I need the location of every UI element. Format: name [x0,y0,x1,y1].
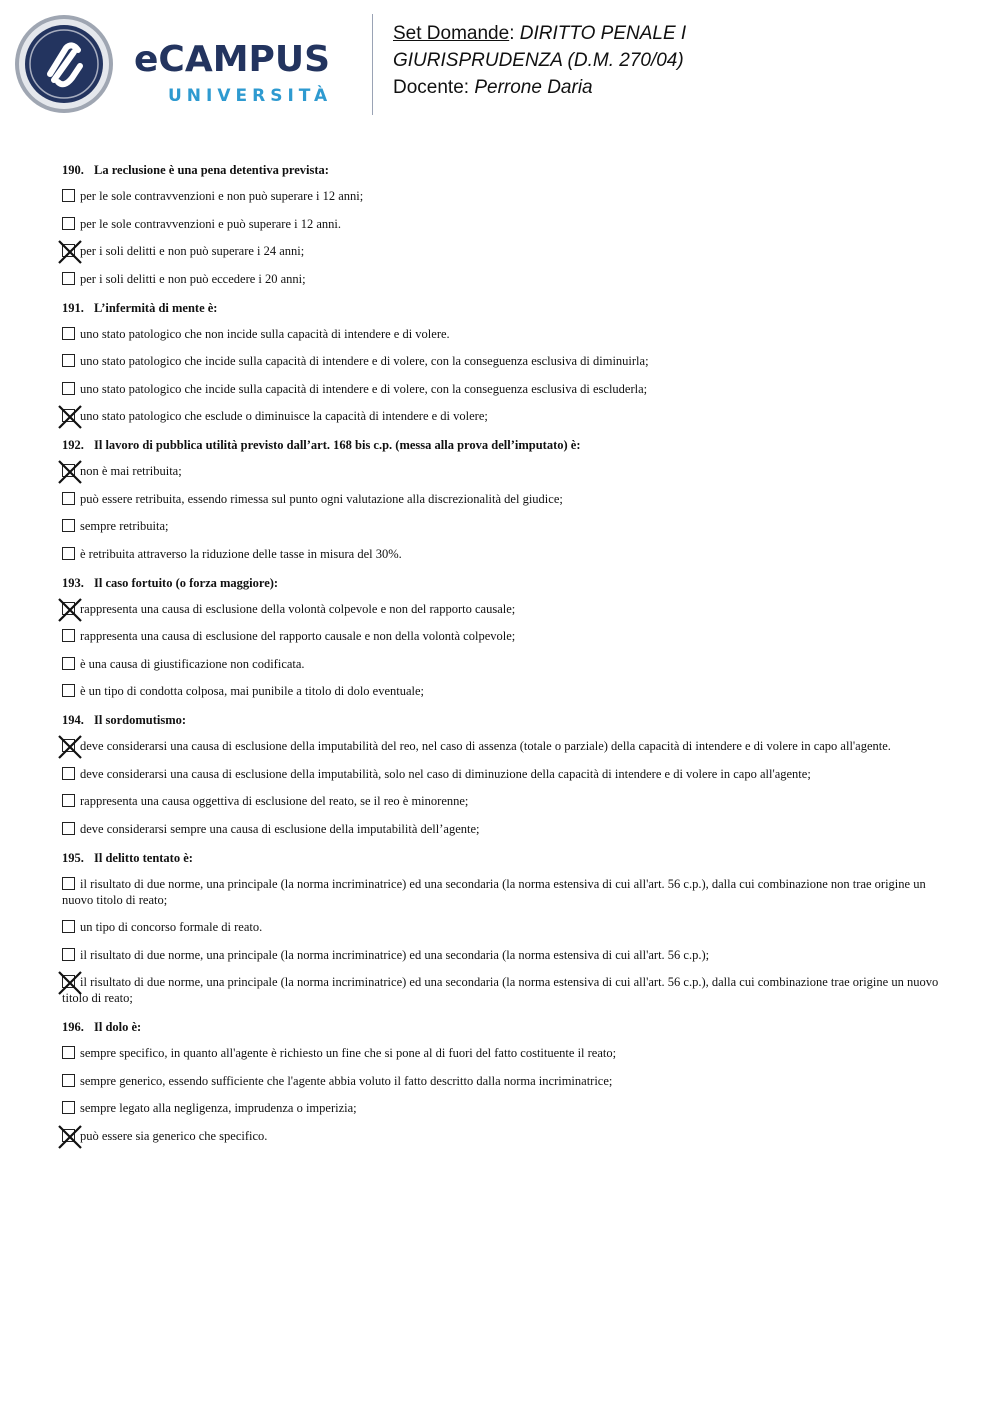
question-text: Il caso fortuito (o forza maggiore): [94,575,279,590]
checkbox[interactable] [62,657,75,670]
question-block [62,712,942,837]
answer-text: uno stato patologico che non incide sulla capacità di intendere e di volere. [80,326,450,341]
answer-option[interactable] [62,491,942,507]
answer-text: sempre generico, essendo sufficiente che l'agente abbia voluto il fatto descritto dalla norma incriminatrice; [80,1073,613,1088]
question-title [62,712,942,728]
checkbox[interactable] [62,217,75,230]
answer-option[interactable] [62,243,942,259]
answer-option[interactable] [62,628,942,644]
checkbox[interactable] [62,1046,75,1059]
checkbox[interactable] [62,920,75,933]
answer-text: il risultato di due norme, una principale (la norma incriminatrice) ed una secondaria (la norma estensiva di cui all'art. 56 c.p.), dalla cui combinazione non trae origine un nuovo titolo di reato; [62,876,926,907]
checkbox[interactable] [62,189,75,202]
question-block [62,1019,942,1144]
set-label: Set Domande [393,23,510,44]
course-line-1: Set Domande: DIRITTO PENALE I [393,23,687,44]
question-number: 190. [62,163,84,177]
question-title [62,300,942,316]
checkbox[interactable] [62,1074,75,1087]
question-block [62,162,942,287]
cross-mark-icon [58,598,82,622]
checked-checkbox[interactable] [62,975,75,988]
answer-text: per i soli delitti e non può superare i 24 anni; [80,244,305,258]
checkbox[interactable] [62,948,75,961]
checkbox[interactable] [62,1101,75,1114]
answer-text: può essere retribuita, essendo rimessa sul punto ogni valutazione alla discrezionalità del giudice; [80,491,563,506]
answer-option[interactable] [62,271,942,287]
answer-option[interactable] [62,1128,942,1144]
question-block [62,300,942,425]
question-title [62,162,942,178]
answer-text: sempre specifico, in quanto all'agente è richiesto un fine che si pone al di fuori del fatto costituente il reato; [80,1046,617,1060]
course-name: DIRITTO PENALE I [519,23,687,44]
teacher-line [393,74,686,101]
question-title [62,575,942,591]
question-number: 192. [62,438,84,452]
checkbox[interactable] [62,877,75,890]
checkbox[interactable] [62,822,75,835]
question-block [62,850,942,1007]
answer-text: sempre retribuita; [80,519,169,533]
question-text: Il lavoro di pubblica utilità previsto dall’art. 168 bis c.p. (messa alla prova dell’imputato) è: [94,438,581,452]
checkbox[interactable] [62,327,75,340]
answer-option[interactable] [62,876,942,908]
checkbox[interactable] [62,547,75,560]
answer-text: sempre legato alla negligenza, imprudenza o imperizia; [80,1101,357,1115]
checked-checkbox[interactable] [62,244,75,257]
cross-mark-icon [58,460,82,484]
answer-option[interactable] [62,738,942,754]
answer-text: uno stato patologico che incide sulla capacità di intendere e di volere, con la conseguenza esclusiva di escluderla; [80,381,648,396]
question-title [62,850,942,866]
answer-option[interactable] [62,766,942,782]
answer-text: rappresenta una causa oggettiva di esclusione del reato, se il reo è minorenne; [80,794,469,808]
answer-option[interactable] [62,188,942,204]
question-number: 193. [62,575,84,590]
checkbox[interactable] [62,382,75,395]
question-title [62,1019,942,1035]
teacher-label: Docente: [393,77,470,98]
question-number: 191. [62,300,84,315]
answer-text: per le sole contravvenzioni e può superare i 12 anni. [80,216,342,231]
answer-text: uno stato patologico che incide sulla capacità di intendere e di volere, con la conseguenza esclusiva di diminuirla; [80,354,649,368]
answer-text: uno stato patologico che esclude o diminuisce la capacità di intendere e di volere; [80,409,488,423]
university-seal-icon [14,14,114,114]
answer-option[interactable] [62,1045,942,1061]
answer-text: è retribuita attraverso la riduzione delle tasse in misura del 30%. [80,546,402,561]
answer-text: non è mai retribuita; [80,464,182,478]
question-text: La reclusione è una pena detentiva prevista: [94,163,329,177]
question-number: 195. [62,850,84,865]
answer-text: è una causa di giustificazione non codificata. [80,656,305,671]
question-text: Il delitto tentato è: [94,850,193,865]
answer-option[interactable] [62,821,942,837]
checked-checkbox[interactable] [62,602,75,615]
header-divider [372,14,373,115]
answer-text: può essere sia generico che specifico. [80,1128,268,1143]
checkbox[interactable] [62,629,75,642]
answer-option[interactable] [62,546,942,562]
question-block [62,437,942,562]
answer-text: un tipo di concorso formale di reato. [80,920,263,934]
answer-option[interactable] [62,656,942,672]
answer-option[interactable] [62,1073,942,1089]
question-block [62,575,942,700]
checked-checkbox[interactable] [62,1129,75,1142]
teacher-name: Perrone Daria [474,77,593,98]
answer-option[interactable] [62,947,942,963]
checkbox[interactable] [62,272,75,285]
checkbox[interactable] [62,767,75,780]
answer-option[interactable] [62,326,942,342]
answer-text: rappresenta una causa di esclusione del rapporto causale e non della volontà colpevole; [80,629,516,643]
answer-option[interactable] [62,683,942,699]
answer-option[interactable] [62,216,942,232]
answer-option[interactable] [62,518,942,534]
question-text: Il dolo è: [94,1020,142,1034]
answer-option[interactable] [62,919,942,935]
answer-option[interactable] [62,1100,942,1116]
checkbox[interactable] [62,794,75,807]
checkbox[interactable] [62,519,75,532]
answer-option[interactable] [62,463,942,479]
question-number: 194. [62,713,84,727]
course-line-2: GIURISPRUDENZA (D.M. 270/04) [393,50,684,71]
question-list [62,162,942,1157]
answer-option[interactable] [62,381,942,397]
cross-mark-icon [58,971,82,995]
checkbox[interactable] [62,492,75,505]
answer-text: il risultato di due norme, una principale (la norma incriminatrice) ed una secondaria (la norma estensiva di cui all'art. 56 c.p.), dalla cui combinazione trae origine un nuovo titolo di reato; [62,975,939,1005]
cross-mark-icon [58,240,82,264]
question-title [62,437,942,453]
logo-wordmark: eCAMPUS [134,39,331,80]
checked-checkbox[interactable] [62,464,75,477]
cross-mark-icon [58,735,82,759]
checked-checkbox[interactable] [62,409,75,422]
answer-text: rappresenta una causa di esclusione della volontà colpevole e non del rapporto causale; [80,601,516,616]
answer-text: per i soli delitti e non può eccedere i 20 anni; [80,271,306,286]
answer-text: deve considerarsi sempre una causa di esclusione della imputabilità dell’agente; [80,821,480,836]
checked-checkbox[interactable] [62,739,75,752]
checkbox[interactable] [62,684,75,697]
course-info [393,20,686,101]
question-number: 196. [62,1020,84,1034]
answer-option[interactable] [62,793,942,809]
logo-subtitle: UNIVERSITÀ [168,86,333,106]
answer-text: è un tipo di condotta colposa, mai punibile a titolo di dolo eventuale; [80,684,425,698]
answer-option[interactable] [62,601,942,617]
answer-option[interactable] [62,408,942,424]
answer-text: deve considerarsi una causa di esclusione della imputabilità, solo nel caso di diminuzione della capacità di intendere e di volere in capo all'agente; [80,766,811,781]
answer-text: il risultato di due norme, una principale (la norma incriminatrice) ed una secondaria (la norma estensiva di cui all'art. 56 c.p.); [80,947,710,962]
page-header [0,0,1000,130]
checkbox[interactable] [62,354,75,367]
answer-text: deve considerarsi una causa di esclusione della imputabilità del reo, nel caso di assenza (totale o parziale) della capacità di intendere e di volere in capo all'agente. [80,739,891,753]
answer-text: per le sole contravvenzioni e non può superare i 12 anni; [80,189,364,203]
question-text: Il sordomutismo: [94,713,187,727]
answer-option[interactable] [62,353,942,369]
cross-mark-icon [58,405,82,429]
cross-mark-icon [58,1125,82,1149]
question-text: L’infermità di mente è: [94,300,218,315]
answer-option[interactable] [62,974,942,1006]
